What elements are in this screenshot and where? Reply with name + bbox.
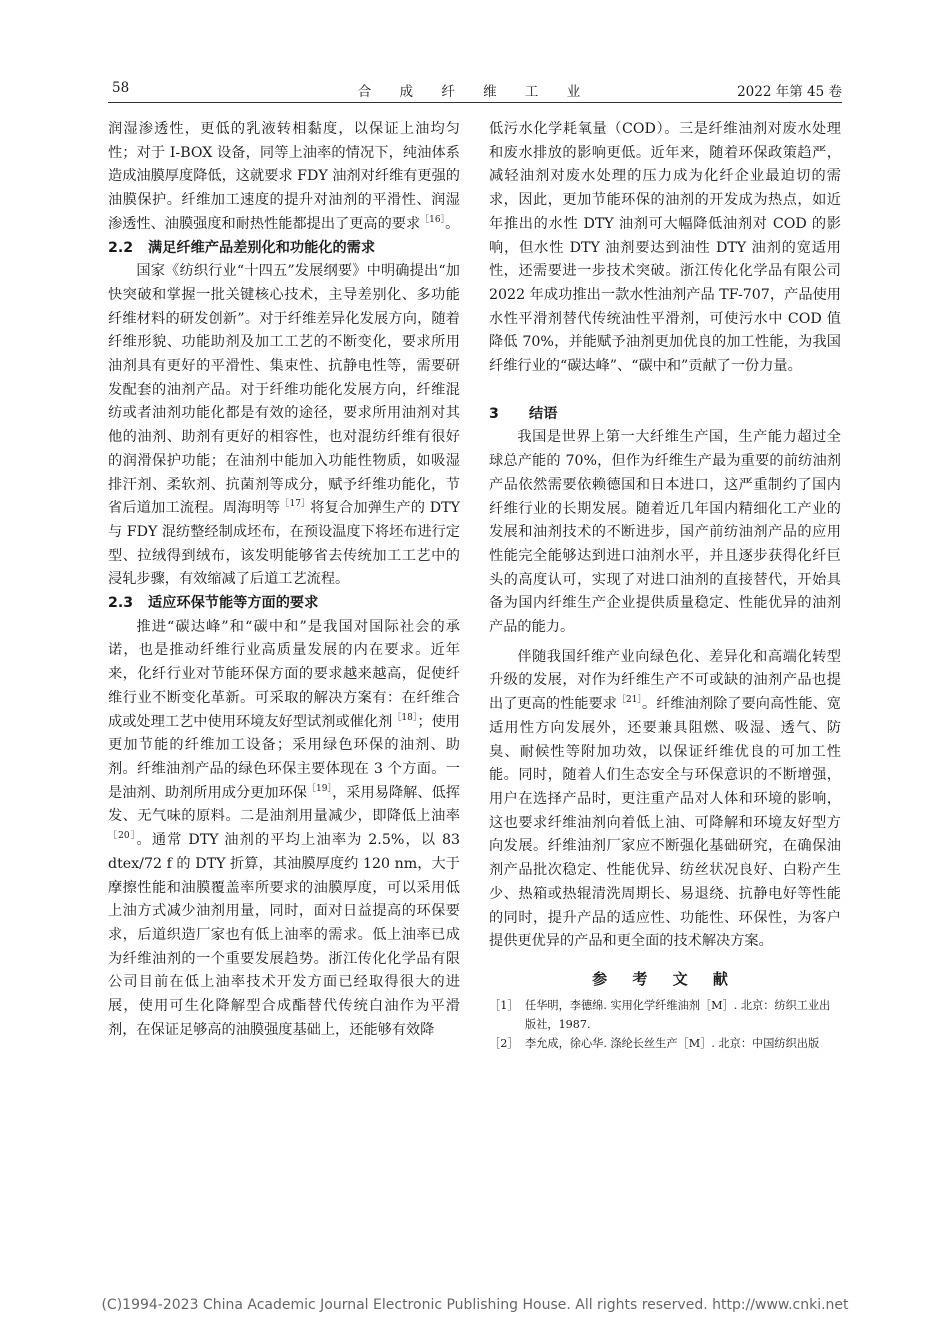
- reference-number: ［2］: [489, 1036, 519, 1050]
- paragraph: 低污水化学耗氧量（COD）。三是纤维油剂对废水处理和废水排放的影响更低。近年来，随着环保政策趋严，减轻油剂对废水处理的压力成为化纤企业最迫切的需求，因此，更加节能环保的油剂的开发成为热点，如近年推出的水性 DTY 油剂可大幅降低油剂对 COD 的影响，但水性 DTY 油剂要达到油性 DTY 油剂的宽适用性，还需要进一步技术突破。浙江传化化学品有限公司 2022 年成功推出一款水性油剂产品 TF-707，产品使用水性平滑剂替代传统油性平滑剂，可使污水中 COD 值降低 70%，并能赋予油剂更加优良的加工性能，为我国纤维行业的“碳达峰”、“碳中和”贡献了一份力量。: [489, 121, 841, 375]
- citation: ［17］: [280, 499, 311, 510]
- copyright-footer: (C)1994-2023 China Academic Journal Electronic Publishing House. All rights reserved. http://www.cnki.net: [101, 1297, 849, 1313]
- citation: ［20］: [108, 831, 137, 842]
- section-heading-3: 3 结语: [489, 405, 558, 422]
- left-column: [108, 118, 460, 1042]
- reference-item: [489, 1034, 841, 1053]
- paragraph: 伴随我国纤维产业向绿色化、差异化和高端化转型升级的发展，对作为纤维生产不可或缺的油剂产品也提出了更高的性能要求$^{[21]}$。纤维油剂除了要向高性能、宽适用性方向发展外，还要兼具阻燃、吸湿、透气、防臭、耐候性等附加功效，以保证纤维优良的可加工性能。同时，随着人们生态安全与环保意识的不断增强，用户在选择产品时，更注重产品对人体和环境的影响，这也要求纤维油剂向着低上油、可降解和环境友好型方向发展。纤维油剂厂家应不断强化基础研究，在确保油剂产品批次稳定、性能优异、纺丝状况良好、白粉产生少、热箱或热辊清洗周期长、易退绕、抗静电好等性能的同时，提升产品的适应性、功能性、环保性，为客户提供更优异的产品和更全面的技术解决方案。: [489, 648, 841, 950]
- spacer: [489, 379, 841, 403]
- section-heading-2-2: 2.2 满足纤维产品差别化和功能化的需求: [108, 239, 376, 256]
- page-header: [108, 78, 842, 103]
- paragraph: 国家《纺织行业“十四五”发展纲要》中明确提出“加快突破和掌握一批关键核心技术，主导差别化、多功能纤维材料的研发创新”。对于纤维差异化发展方向，随着纤维形貌、功能助剂及加工工艺的不断变化，要求所用油剂具有更好的平滑性、集束性、抗静电性等，需要研发配套的油剂产品。对于纤维功能化发展方向，纤维混纺或者油剂功能化都是有效的途径，要求所用油剂对其他的油剂、助剂有更好的相容性，也对混纺纤维有很好的润滑保护功能；在油剂中能加入功能性物质，如吸湿排汗剂、柔软剂、抗菌剂等成分，赋予纤维功能化，节省后道加工流程。周海明等$^{[17]}$将复合加弹生产的 DTY 与 FDY 混纺整经制成坯布，在预设温度下将坯布进行定型、拉绒得到绒布，该发明能够省去传统加工工艺中的浸轧步骤，有效缩减了后道工艺流程。: [108, 263, 461, 588]
- reference-number: ［1］: [489, 998, 519, 1012]
- section-heading-2-3: 2.3 适应环保节能等方面的要求: [108, 595, 319, 612]
- paragraph: 我国是世界上第一大纤维生产国，生产能力超过全球总产能的 70%，但作为纤维生产最为重要的前纺油剂产品依然需要依赖德国和日本进口，这严重制约了国内纤维行业的长期发展。随着近几年国内精细化工产业的发展和油剂技术的不断进步，国产前纺油剂产品的应用性能完全能够达到进口油剂水平，并且逐步获得化纤巨头的高度认可，实现了对进口油剂的直接替代，开始具备为国内纤维生产企业提供质量稳定、性能优异的油剂产品的能力。: [489, 429, 841, 636]
- citation: ［16］: [420, 214, 446, 225]
- citation: ［18］: [392, 712, 418, 723]
- paragraph: 推进“碳达峰”和“碳中和”是我国对国际社会的承诺，也是推动纤维行业高质量发展的内在要求。近年来，化纤行业对节能环保方面的要求越来越高，促使纤维行业不断变化革新。可采取的解决方案有：在纤维合成或处理工艺中使用环境友好型试剂或催化剂$^{[18]}$；使用更加节能的纤维加工设备；采用绿色环保的油剂、助剂。纤维油剂产品的绿色环保主要体现在 3 个方面。一是油剂、助剂所用成分更加环保$^{[19]}$，采用易降解、低挥发、无气味的原料。二是油剂用量减少，即降低上油率$^{[20]}$。通常 DTY 油剂的平均上油率为 2.5%，以 83 dtex/72 f 的 DTY 折算，其油膜厚度约 120 nm，大于摩擦性能和油膜覆盖率所要求的油膜厚度，可以采用低上油方式减少油剂用量，同时，面对日益提高的环保要求，后道织造厂家也有低上油率的需求。低上油率已成为纤维油剂的一个重要发展趋势。浙江传化化学品有限公司目前在低上油率技术开发方面已经取得很大的进展，使用可生化降解型合成酯替代传统白油作为平滑剂，在保证足够高的油膜强度基础上，还能够有效降: [108, 618, 461, 1038]
- right-column: [489, 118, 841, 1053]
- paragraph: 润湿渗透性，更低的乳液转相黏度，以保证上油均匀性；对于 I-BOX 设备，同等上油率的情况下，纯油体系造成油膜厚度降低，这就要求 FDY 油剂对纤维有更强的油膜保护。纤维加工速度的提升对油剂的平滑性、润湿渗透性、油膜强度和耐热性能都提出了更高的要求$^{[16]}$。: [108, 121, 460, 232]
- references-title: 参 考 文 献: [592, 969, 738, 988]
- year-volume: 2022 年第 45 卷: [737, 84, 842, 100]
- reference-text: 李允成，徐心华. 涤纶长丝生产［M］. 北京：中国纺织出版: [525, 1036, 820, 1050]
- page-number: 58: [112, 80, 130, 96]
- reference-text: 任华明，李德绵. 实用化学纤维油剂［M］. 北京：纺织工业出版社，1987.: [525, 998, 831, 1031]
- journal-title: 合 成 纤 维 工 业: [357, 84, 593, 100]
- citation: ［21］: [616, 695, 642, 706]
- reference-item: [489, 996, 841, 1034]
- citation: ［19］: [307, 783, 333, 794]
